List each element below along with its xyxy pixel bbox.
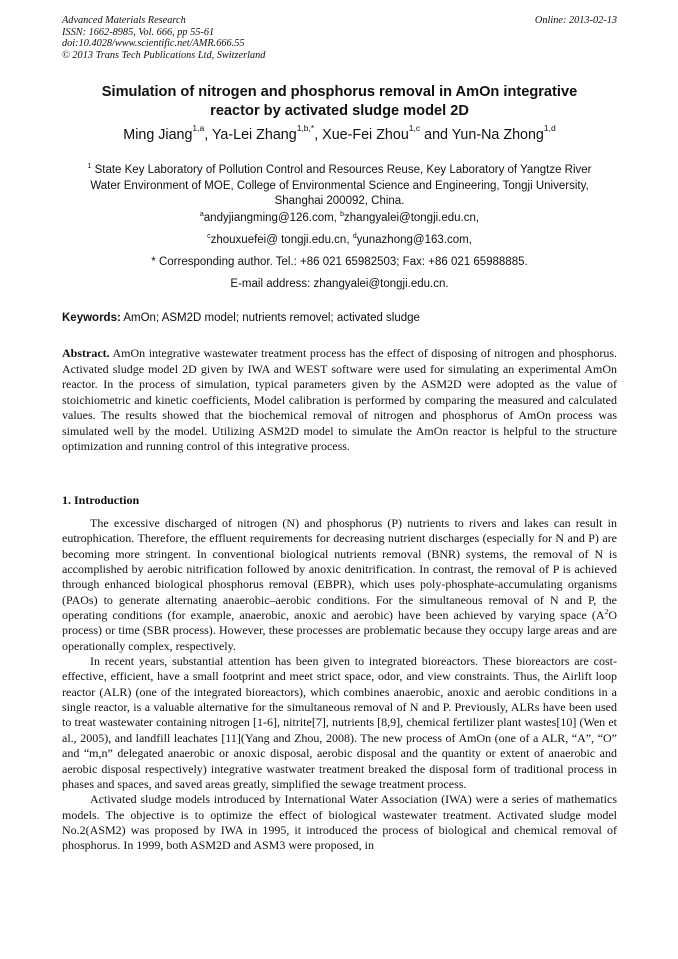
author-list bbox=[62, 123, 617, 143]
affiliation-superscript: 1 bbox=[87, 163, 92, 171]
author-name: Ming Jiang bbox=[123, 127, 193, 143]
abstract bbox=[62, 346, 617, 455]
author-superscript: 1,b,* bbox=[296, 123, 315, 134]
affiliation bbox=[62, 163, 617, 210]
superscript: 2 bbox=[604, 607, 609, 617]
author-name: Yun-Na Zhong bbox=[451, 127, 544, 143]
affiliation-line-1 bbox=[62, 163, 617, 179]
paragraph: In recent years, substantial attention has been given to integrated bioreactors. These bioreactors are cost-effective, efficient, have a small footprint and meet strict space, odor, and view constraints. Thus, the Airlift loop reactor (ALR) (one of the integrated bioreactors), which combines anaerobic, anoxic and aerobic conditions in a single reactor, is a valuable alternative for the simultaneous removal of N and P. Previously, ALRs have been used to treat wastewater containing nitrogen [1-6], nitrite[7], nutrients [8,9], chemical fertilizer plant wastes[10] (Wen et al., 2005), and landfill leachates [11](Yang and Zhou, 2008). The new process of AmOn (one of a ALR, “A”, “O” and “m,n” delegated anaerobic or anoxic disposal, aerobic disposal and the quantity or extent of anaerobic and aerobic disposal respectively) integrative wastwater treatment breaked the disposal form of traditional process in phases and spaces, and saved areas greatly, simplified the sewage treatment process. bbox=[62, 654, 617, 791]
email-link[interactable]: yunazhong@163.com, bbox=[356, 234, 472, 246]
email-line-2 bbox=[62, 234, 617, 246]
paragraph-text: The excessive discharged of nitrogen (N) and phosphorus (P) nutrients to rivers and lakes can result in eutrophication. Therefore, the effluent requirements for decreasing nutrient discharges (especially for N and P) are becoming more stringent. In conventional biological nutrients removal (BNR) systems, the removal of N is accomplished by aerobic nitrification followed by anoxic denitrification. In contrast, the removal of P is achieved through enhanced biological phosphorus removal (EBPR), which uses poly-phosphate-accumulating organisms (PAOs) to generate alternating anaerobic–aerobic conditions. For the simultaneous removal of N and P, the operating conditions (for example, anaerobic, anoxic and aerobic) have been achieved by varying space (A bbox=[62, 516, 617, 623]
paragraph: Activated sludge models introduced by International Water Association (IWA) were a series of mathematics models. The objective is to optimize the effect of biological wastewater treatment. Activated sludge model No.2(ASM2) was proposed by IWA in 1995, it introduced the process of biological and chemical removal of phosphorus. In 1999, both ASM2D and ASM3 were proposed, in bbox=[62, 792, 617, 853]
keywords bbox=[62, 312, 617, 324]
keywords-text: AmOn; ASM2D model; nutrients removel; activated sludge bbox=[120, 312, 420, 324]
author-superscript: 1,c bbox=[408, 123, 421, 134]
section-heading: 1. Introduction bbox=[62, 493, 140, 507]
email-link[interactable]: zhouxuefei@ tongji.edu.cn, bbox=[210, 234, 353, 246]
paragraph bbox=[62, 516, 617, 654]
journal-header bbox=[62, 15, 617, 61]
affiliation-line-3: Shanghai 200092, China. bbox=[274, 195, 405, 207]
email-link[interactable]: andyjiangming@126.com, bbox=[203, 212, 341, 224]
affiliation-line-2: Water Environment of MOE, College of Environmental Science and Engineering, Tongji University, bbox=[90, 179, 589, 192]
author-name: Xue-Fei Zhou bbox=[322, 127, 409, 143]
paragraph-text: O process) or time (SBR process). However, these processes are problematic because they occupy large areas and are operationally complex, respectively. bbox=[62, 608, 617, 653]
email-superscript: b bbox=[340, 211, 345, 219]
author-name: Ya-Lei Zhang bbox=[211, 127, 297, 143]
doi: doi:10.4028/www.scientific.net/AMR.666.55 bbox=[62, 38, 245, 50]
email-line-1 bbox=[62, 212, 617, 224]
email-superscript: a bbox=[199, 211, 204, 219]
abstract-label: Abstract. bbox=[62, 346, 110, 360]
email-link[interactable]: zhangyalei@tongji.edu.cn, bbox=[344, 212, 480, 224]
abstract-text: AmOn integrative wastewater treatment process has the effect of disposing of nitrogen and phosphorus. Activated sludge model 2D given by IWA and WEST software were used for simulating an experimental AmOn reactor. In the process of simulation, typical parameters given by the ASM2D were adopted as the value of stoichiometric and kinetic coefficients, Model calibration is performed by comparing the measured and calculated values. The results showed that the biochemical removal of nitrogen and phosphorus of AmOn process was simulated well by the model. Utilizing ASM2D model to simulate the AmOn reactor is helpful to the structure optimization and running control of this integrative process. bbox=[62, 346, 617, 453]
online-date: Online: 2013-02-13 bbox=[534, 15, 617, 26]
author-separator: , bbox=[314, 127, 323, 143]
title-line-2: reactor by activated sludge model 2D bbox=[210, 103, 469, 119]
issn: ISSN: 1662-8985, Vol. 666, pp 55-61 bbox=[62, 26, 215, 38]
copyright: © 2013 Trans Tech Publications Ltd, Switzerland bbox=[62, 49, 266, 61]
corresponding-email: E-mail address: zhangyalei@tongji.edu.cn. bbox=[230, 278, 449, 290]
author-separator: and bbox=[420, 127, 452, 143]
keywords-label: Keywords: bbox=[62, 312, 121, 324]
affiliation-text: State Key Laboratory of Pollution Control and Resources Reuse, Key Laboratory of Yangtze River bbox=[91, 164, 592, 176]
author-superscript: 1,d bbox=[543, 123, 556, 134]
paper-title bbox=[62, 83, 617, 121]
email-superscript: d bbox=[352, 233, 357, 241]
email-superscript: c bbox=[207, 233, 211, 241]
corresponding-author: * Corresponding author. Tel.: +86 021 65982503; Fax: +86 021 65988885. bbox=[151, 256, 528, 268]
author-superscript: 1,a bbox=[192, 123, 205, 134]
author-separator: , bbox=[204, 127, 212, 143]
title-line-1: Simulation of nitrogen and phosphorus removal in AmOn integrative bbox=[101, 84, 578, 100]
section-body bbox=[62, 516, 617, 854]
journal-name: Advanced Materials Research bbox=[62, 15, 186, 26]
